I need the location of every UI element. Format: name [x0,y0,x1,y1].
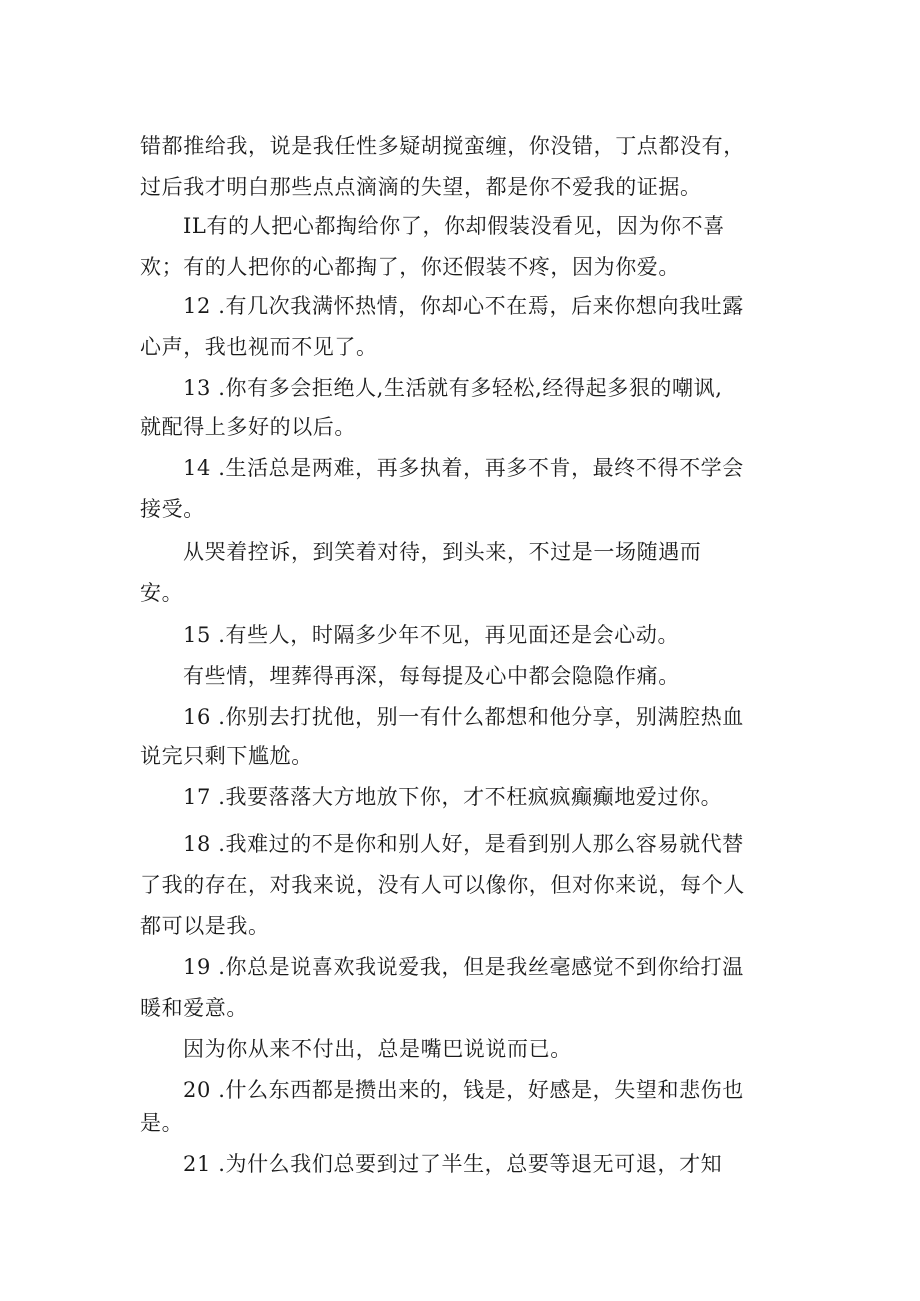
text-line: 安。 [140,581,184,605]
text-line: 都可以是我。 [140,914,270,938]
text-line: 17 .我要落落大方地放下你，才不枉疯疯癫癫地爱过你。 [183,785,723,809]
text-line: 是。 [140,1111,184,1135]
text-line: 因为你从来不付出，总是嘴巴说说而已。 [183,1037,572,1061]
text-line: 16 .你别去打扰他，别一有什么都想和他分享，别满腔热血 [183,705,744,729]
text-line: 接受。 [140,497,205,521]
text-line: 过后我才明白那些点点滴滴的失望，都是你不爱我的证据。 [140,175,702,199]
text-line: 错都推给我，说是我任性多疑胡搅蛮缠，你没错，丁点都没有， [140,134,745,158]
text-line: 从哭着控诉，到笑着对待，到头来，不过是一场随遇而 [183,540,702,564]
text-line: 说完只剩下尴尬。 [140,744,313,768]
text-line: 18 .我难过的不是你和别人好，是看到别人那么容易就代替 [183,832,744,856]
text-line: IL有的人把心都掏给你了，你却假装没看见，因为你不喜 [183,214,725,238]
text-line: 14 .生活总是两难，再多执着，再多不肯，最终不得不学会 [183,456,744,480]
text-line: 19 .你总是说喜欢我说爱我，但是我丝毫感觉不到你给打温 [183,955,744,979]
text-line: 20 .什么东西都是攒出来的，钱是，好感是，失望和悲伤也 [183,1078,744,1102]
text-line: 暖和爱意。 [140,996,248,1020]
text-line: 有些情，埋葬得再深，每每提及心中都会隐隐作痛。 [183,664,680,688]
text-line: 心声，我也视而不见了。 [140,335,378,359]
text-line: 就配得上多好的以后。 [140,415,356,439]
text-line: 13 .你有多会拒绝人,生活就有多轻松,经得起多狠的嘲讽, [183,376,723,400]
text-line: 12 .有几次我满怀热情，你却心不在焉，后来你想向我吐露 [183,294,744,318]
text-line: 了我的存在，对我来说，没有人可以像你，但对你来说，每个人 [140,873,745,897]
text-line: 欢；有的人把你的心都掏了，你还假装不疼，因为你爱。 [140,255,680,279]
text-line: 21 .为什么我们总要到过了半生，总要等退无可退，才知 [183,1152,723,1176]
text-line: 15 .有些人，时隔多少年不见，再见面还是会心动。 [183,623,680,647]
